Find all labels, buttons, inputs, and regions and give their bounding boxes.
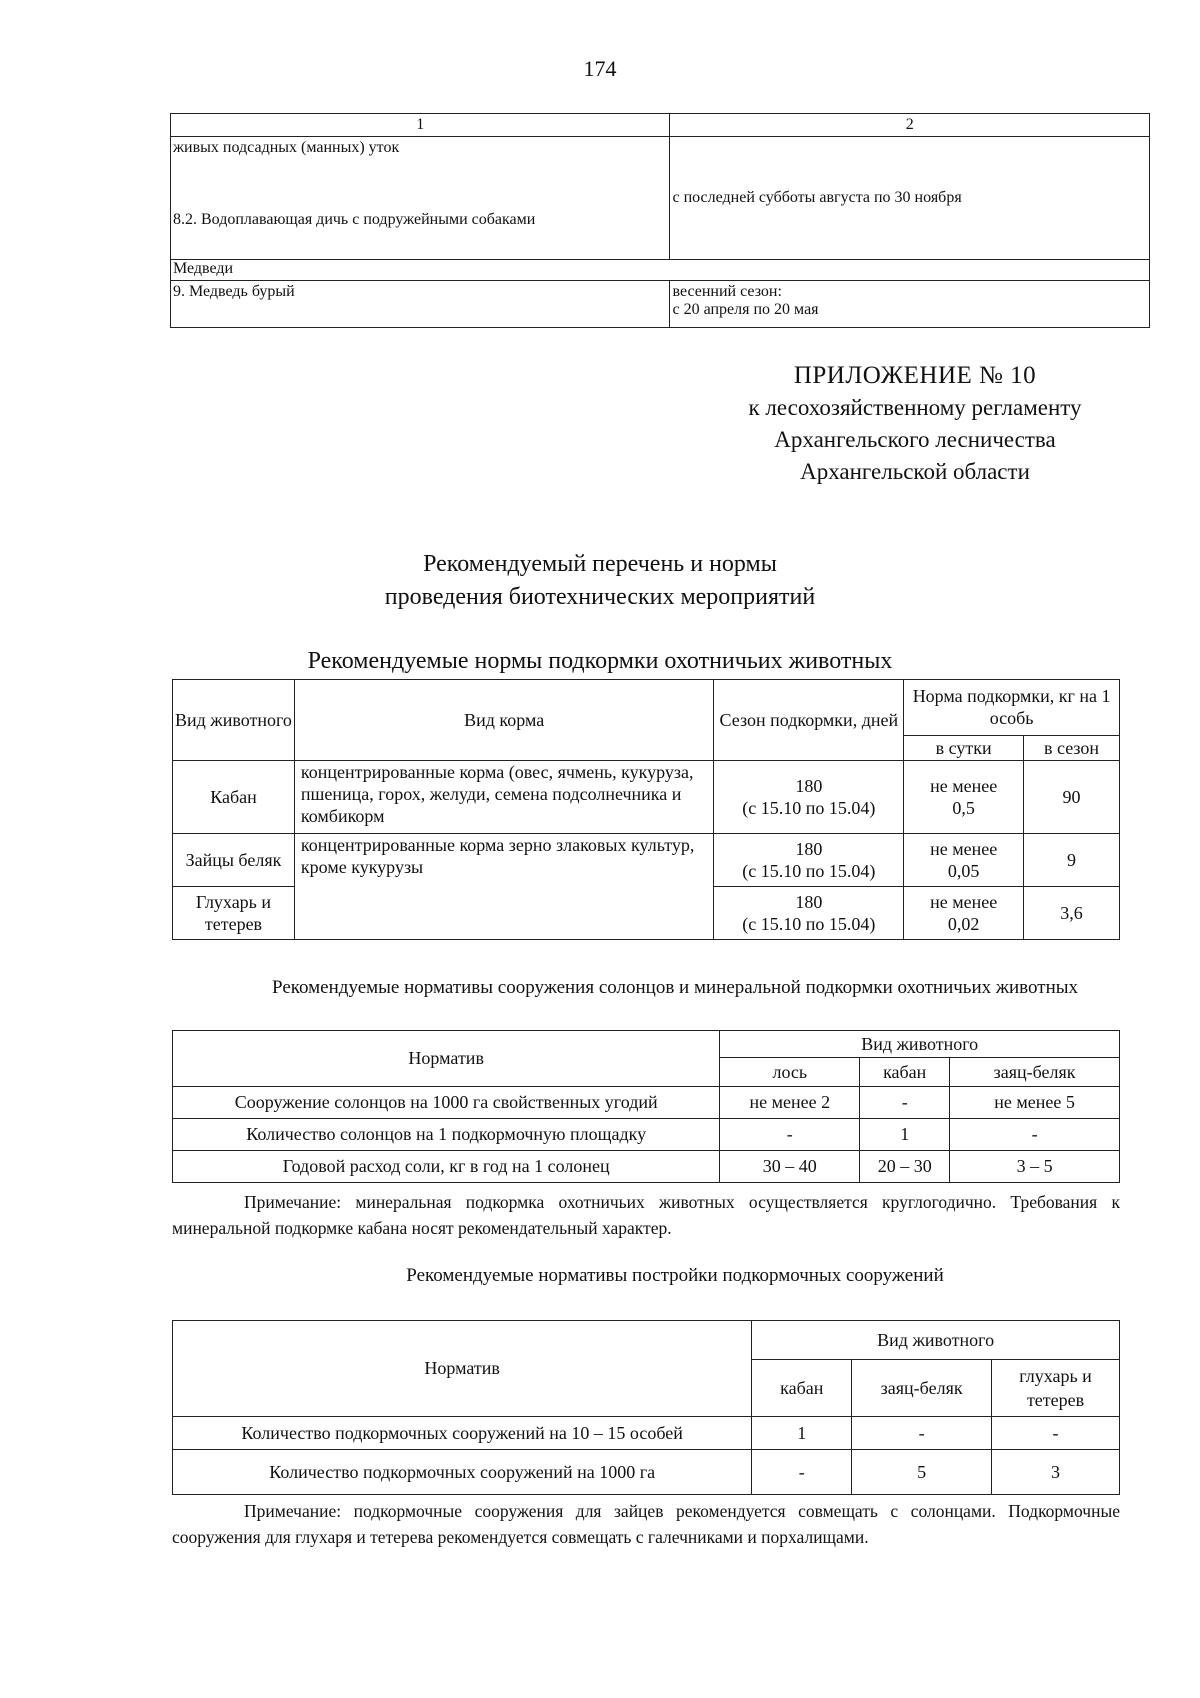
season-dates: (с 15.10 по 15.04) bbox=[742, 861, 876, 881]
row-label: Количество подкормочных сооружений на 1000 га bbox=[173, 1450, 752, 1495]
per-day-qualifier: не менее bbox=[930, 839, 998, 859]
per-day-value: 0,02 bbox=[947, 914, 980, 934]
table-row bbox=[173, 1087, 1120, 1119]
spring-season-dates: с 20 апреля по 20 мая bbox=[672, 301, 819, 318]
row-label: Количество солонцов на 1 подкормочную площадку bbox=[173, 1119, 720, 1151]
header-norm: Норматив bbox=[173, 1321, 752, 1417]
per-day-value: 0,5 bbox=[952, 798, 975, 818]
appendix-line2: к лесохозяйственному регламенту bbox=[748, 395, 1082, 420]
cell-value: 20 – 30 bbox=[860, 1151, 950, 1183]
header-feed: Вид корма bbox=[294, 680, 714, 761]
cell-value: - bbox=[720, 1119, 860, 1151]
main-title-line2: проведения биотехнических мероприятий bbox=[384, 584, 816, 610]
animal-cell: Глухарь и тетерев bbox=[173, 887, 295, 940]
header-norm: Норматив bbox=[173, 1031, 720, 1087]
table-row bbox=[173, 1450, 1120, 1495]
brown-bear-season bbox=[670, 281, 1150, 328]
per-day-cell bbox=[904, 761, 1024, 834]
salt-note-text: Примечание: минеральная подкормка охотничьих животных осуществляется круглогодично. Требования к минеральной подкормке кабана носят рекомендательный характер. bbox=[172, 1192, 1120, 1238]
structures-note bbox=[172, 1498, 1120, 1550]
table-row bbox=[173, 1151, 1120, 1183]
row-label: Годовой расход соли, кг в год на 1 солонец bbox=[173, 1151, 720, 1183]
cell-value: 5 bbox=[852, 1450, 992, 1495]
per-season-cell: 3,6 bbox=[1024, 887, 1120, 940]
table-row bbox=[173, 761, 1120, 834]
cell-value: 1 bbox=[752, 1417, 852, 1450]
table-row bbox=[173, 834, 1120, 887]
per-day-value: 0,05 bbox=[947, 861, 980, 881]
row-label: Сооружение солонцов на 1000 га свойственных угодий bbox=[173, 1087, 720, 1119]
waterfowl-season: с последней субботы августа по 30 ноября bbox=[670, 137, 1150, 260]
animal-hare: заяц-беляк bbox=[852, 1360, 992, 1417]
brown-bear-label: 9. Медведь бурый bbox=[171, 281, 670, 328]
animal-cell: Зайцы беляк bbox=[173, 834, 295, 887]
cell-value: 1 bbox=[860, 1119, 950, 1151]
cell-value: - bbox=[860, 1087, 950, 1119]
feed-cell: концентрированные корма (овес, ячмень, кукуруза, пшеница, горох, желуди, семена подсолнечника и комбикорм bbox=[294, 761, 714, 834]
col2-header: 2 bbox=[670, 114, 1150, 137]
animal-cell: Кабан bbox=[173, 761, 295, 834]
animal-boar: кабан bbox=[752, 1360, 852, 1417]
cell-value: - bbox=[752, 1450, 852, 1495]
appendix-header bbox=[640, 360, 1190, 488]
per-day-cell bbox=[904, 887, 1024, 940]
cell-value: 3 bbox=[992, 1450, 1120, 1495]
header-norm: Норма подкормки, кг на 1 особь bbox=[904, 680, 1120, 736]
cell-value: 3 – 5 bbox=[950, 1151, 1120, 1183]
per-day-qualifier: не менее bbox=[930, 892, 998, 912]
header-animal: Вид животного bbox=[720, 1031, 1120, 1058]
season-dates: (с 15.10 по 15.04) bbox=[742, 914, 876, 934]
salt-table-title: Рекомендуемые нормативы сооружения солонцов и минеральной подкормки охотничьих животных bbox=[272, 977, 1078, 998]
feeding-structures-table bbox=[172, 1320, 1120, 1495]
season-dates: (с 15.10 по 15.04) bbox=[742, 798, 876, 818]
season-days: 180 bbox=[795, 892, 823, 912]
animal-grouse: глухарь и тетерев bbox=[992, 1360, 1120, 1417]
feeding-norms-table bbox=[172, 679, 1120, 940]
page-number: 174 bbox=[583, 56, 617, 81]
main-title bbox=[0, 548, 1200, 614]
cell-value: - bbox=[852, 1417, 992, 1450]
cell-value: - bbox=[950, 1119, 1120, 1151]
appendix-number: ПРИЛОЖЕНИЕ № 10 bbox=[793, 362, 1037, 389]
season-days: 180 bbox=[795, 776, 823, 796]
season-cell bbox=[714, 834, 904, 887]
animal-boar: кабан bbox=[860, 1058, 950, 1087]
table-row bbox=[173, 1119, 1120, 1151]
continuation-table bbox=[170, 113, 1150, 328]
feeding-table-title: Рекомендуемые нормы подкормки охотничьих животных bbox=[307, 648, 893, 674]
animal-hare: заяц-беляк bbox=[950, 1058, 1120, 1087]
spring-season-label: весенний сезон: bbox=[672, 283, 782, 300]
waterfowl-cell bbox=[171, 137, 670, 260]
structures-table-title: Рекомендуемые нормативы постройки подкормочных сооружений bbox=[406, 1265, 944, 1286]
appendix-line4: Архангельской области bbox=[800, 459, 1030, 484]
header-animal: Вид животного bbox=[752, 1321, 1120, 1360]
header-per-day: в сутки bbox=[904, 735, 1024, 760]
salt-licks-table bbox=[172, 1030, 1120, 1183]
per-season-cell: 9 bbox=[1024, 834, 1120, 887]
waterfowl-dogs-text: 8.2. Водоплавающая дичь с подружейными собаками bbox=[173, 211, 536, 228]
cell-value: не менее 2 bbox=[720, 1087, 860, 1119]
header-per-season: в сезон bbox=[1024, 735, 1120, 760]
season-days: 180 bbox=[795, 839, 823, 859]
per-day-qualifier: не менее bbox=[930, 776, 998, 796]
header-animal: Вид животного bbox=[173, 680, 295, 761]
per-day-cell bbox=[904, 834, 1024, 887]
col1-header: 1 bbox=[171, 114, 670, 137]
season-cell bbox=[714, 887, 904, 940]
cell-value: не менее 5 bbox=[950, 1087, 1120, 1119]
row-label: Количество подкормочных сооружений на 10 – 15 особей bbox=[173, 1417, 752, 1450]
cell-value: - bbox=[992, 1417, 1120, 1450]
cell-value: 30 – 40 bbox=[720, 1151, 860, 1183]
bears-section-label: Медведи bbox=[171, 260, 1150, 281]
decoy-ducks-text: живых подсадных (манных) уток bbox=[173, 139, 400, 156]
header-season: Сезон подкормки, дней bbox=[714, 680, 904, 761]
feed-cell: концентрированные корма зерно злаковых культур, кроме кукурузы bbox=[294, 834, 714, 940]
structures-note-text: Примечание: подкормочные сооружения для зайцев рекомендуется совмещать с солонцами. Подкормочные сооружения для глухаря и тетерева рекомендуется совмещать с галечниками и порхалищами. bbox=[172, 1501, 1120, 1547]
animal-elk: лось bbox=[720, 1058, 860, 1087]
per-season-cell: 90 bbox=[1024, 761, 1120, 834]
salt-note bbox=[172, 1189, 1120, 1241]
season-cell bbox=[714, 761, 904, 834]
appendix-line3: Архангельского лесничества bbox=[774, 427, 1056, 452]
table-row bbox=[173, 1417, 1120, 1450]
main-title-line1: Рекомендуемый перечень и нормы bbox=[423, 551, 777, 577]
